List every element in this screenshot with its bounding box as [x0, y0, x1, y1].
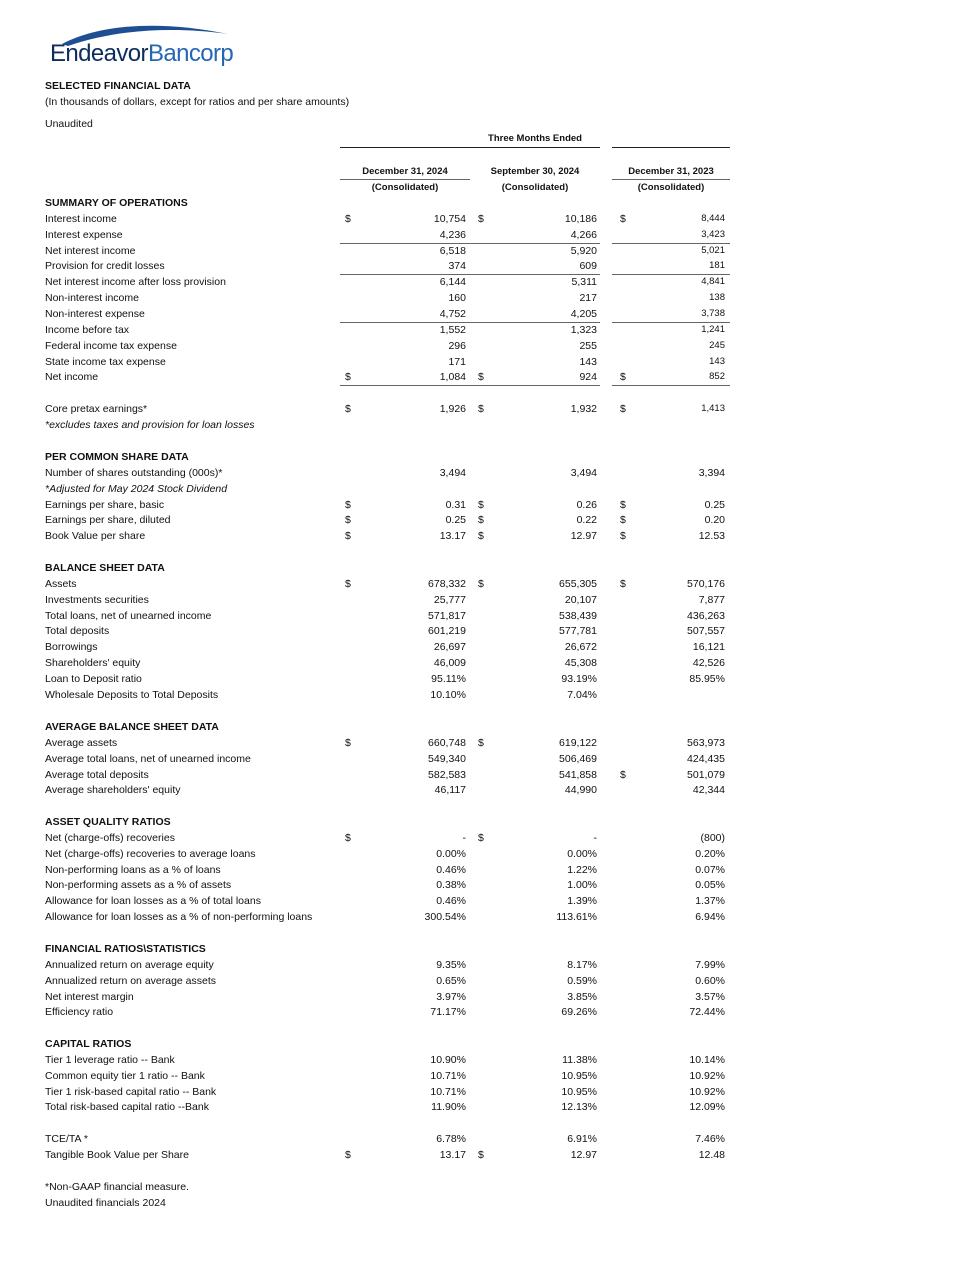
row-label: Total risk-based capital ratio --Bank: [45, 1101, 209, 1114]
cell-value: 143: [579, 355, 597, 368]
total-rule: [340, 274, 470, 275]
cell-value: 0.07%: [695, 863, 725, 876]
row-label: Net interest income after loss provision: [45, 276, 226, 289]
cell-value: 3,494: [439, 466, 466, 479]
row-label: Shareholders' equity: [45, 657, 141, 670]
section-title: PER COMMON SHARE DATA: [45, 451, 189, 463]
row-label: Income before tax: [45, 323, 130, 336]
dollar-sign: $: [345, 736, 351, 749]
row-label: Non-interest income: [45, 292, 139, 305]
cell-value: 501,079: [687, 768, 725, 781]
cell-value: 11.90%: [431, 1101, 466, 1114]
cell-value: 4,752: [439, 307, 466, 320]
cell-value: 10.10%: [430, 688, 466, 701]
row-label: Annualized return on average equity: [45, 958, 214, 971]
row-label: Federal income tax expense: [45, 339, 177, 352]
row-label: Interest expense: [45, 228, 123, 241]
cell-value: 93.19%: [561, 672, 597, 685]
total-rule: [612, 385, 730, 386]
col-3-hdr-rule: [612, 179, 730, 180]
dollar-sign: $: [345, 498, 351, 511]
cell-value: 655,305: [559, 577, 597, 590]
dollar-sign: $: [345, 371, 351, 384]
row-label: Loan to Deposit ratio: [45, 672, 142, 685]
brand-name-first: Endeavor: [50, 40, 148, 67]
col-1-date: December 31, 2024: [362, 166, 448, 177]
footnote-text: *excludes taxes and provision for loan losses: [45, 418, 255, 431]
total-rule: [470, 322, 600, 323]
cell-value: 1.39%: [567, 895, 597, 908]
cell-value: 6.91%: [567, 1133, 597, 1145]
cell-value: 660,748: [428, 736, 466, 749]
row-label: Efficiency ratio: [45, 1006, 114, 1019]
dollar-sign: $: [620, 371, 626, 384]
row-label: Net (charge-offs) recoveries to average loans: [45, 847, 256, 860]
cell-value: 8,444: [701, 212, 725, 224]
cell-value: 601,219: [428, 625, 466, 638]
dollar-sign: $: [478, 212, 484, 225]
cell-value: 11.38%: [562, 1053, 597, 1066]
dollar-sign: $: [345, 403, 351, 416]
cell-value: 0.46%: [436, 895, 466, 908]
dollar-sign: $: [345, 212, 351, 225]
cell-value: 26,672: [564, 641, 597, 654]
dollar-sign: $: [620, 498, 626, 511]
cell-value: 1,552: [439, 323, 466, 336]
footnote-non-gaap: *Non-GAAP financial measure.: [45, 1181, 189, 1193]
cell-value: 4,841: [701, 276, 725, 288]
cell-value: 217: [579, 292, 597, 305]
row-label: Wholesale Deposits to Total Deposits: [45, 688, 219, 701]
section-title: AVERAGE BALANCE SHEET DATA: [45, 721, 219, 733]
brand-logo: [50, 40, 233, 68]
dollar-sign: $: [478, 1148, 484, 1161]
cell-value: 507,557: [687, 625, 725, 638]
cell-value: 10.92%: [689, 1069, 725, 1082]
dollar-sign: $: [478, 514, 484, 527]
cell-value: 6.94%: [695, 911, 725, 924]
cell-value: 619,122: [559, 736, 597, 749]
dollar-sign: $: [345, 530, 351, 543]
footnote-text: *Adjusted for May 2024 Stock Dividend: [45, 482, 228, 495]
row-label: Tangible Book Value per Share: [45, 1148, 189, 1161]
row-label: Net income: [45, 371, 99, 384]
cell-value: 45,308: [564, 657, 597, 670]
total-rule: [340, 385, 470, 386]
cell-value: 7.46%: [695, 1133, 725, 1145]
cell-value: 72.44%: [689, 1006, 725, 1019]
cell-value: 20,107: [564, 593, 597, 606]
row-label: Average total deposits: [45, 768, 149, 781]
cell-value: 42,344: [692, 784, 725, 797]
cell-value: 4,266: [570, 228, 597, 241]
section-title: FINANCIAL RATIOS\STATISTICS: [45, 943, 206, 955]
total-rule: [612, 274, 730, 275]
cell-value: 0.65%: [436, 974, 466, 987]
row-label: Average assets: [45, 736, 118, 749]
col-2-basis: (Consolidated): [501, 182, 569, 193]
row-label: Assets: [45, 577, 77, 590]
cell-value: 300.54%: [424, 911, 466, 924]
cell-value: 160: [448, 292, 466, 305]
row-label: Tier 1 risk-based capital ratio -- Bank: [45, 1085, 217, 1098]
dollar-sign: $: [620, 212, 626, 225]
cell-value: 0.20%: [695, 847, 725, 860]
dollar-sign: $: [345, 577, 351, 590]
total-rule: [470, 274, 600, 275]
cell-value: 5,920: [570, 244, 597, 257]
cell-value: 13.17: [439, 1148, 466, 1161]
report-subtitle: (In thousands of dollars, except for ratios and per share amounts): [45, 96, 350, 108]
cell-value: 0.22: [576, 514, 597, 527]
cell-value: 506,469: [559, 752, 597, 765]
cell-value: 563,973: [687, 736, 725, 749]
section-title: ASSET QUALITY RATIOS: [45, 816, 171, 828]
cell-value: 5,311: [571, 276, 597, 289]
cell-value: 1.00%: [567, 879, 597, 892]
dollar-sign: $: [478, 831, 484, 844]
cell-value: 0.60%: [695, 974, 725, 987]
col-1-hdr-rule: [340, 179, 470, 180]
cell-value: 10,754: [433, 212, 466, 225]
col-1-basis: (Consolidated): [371, 182, 439, 193]
row-label: Net interest income: [45, 244, 136, 257]
section-title: BALANCE SHEET DATA: [45, 562, 165, 574]
cell-value: 0.59%: [567, 974, 597, 987]
row-label: Earnings per share, diluted: [45, 514, 171, 527]
cell-value: 171: [448, 355, 466, 368]
row-label: Total loans, net of unearned income: [45, 609, 212, 622]
cell-value: 582,583: [428, 768, 466, 781]
cell-value: 678,332: [428, 577, 466, 590]
cell-value: 538,439: [559, 609, 597, 622]
cell-value: 69.26%: [561, 1006, 597, 1019]
cell-value: 571,817: [428, 609, 466, 622]
total-rule: [612, 322, 730, 323]
cell-value: 71.17%: [430, 1006, 466, 1019]
cell-value: 549,340: [428, 752, 466, 765]
group-underline: [340, 147, 600, 148]
row-label: Net interest margin: [45, 990, 134, 1003]
cell-value: 12.09%: [689, 1101, 725, 1114]
cell-value: 12.48: [698, 1148, 725, 1161]
cell-value: 3.85%: [567, 990, 597, 1003]
section-title: SUMMARY OF OPERATIONS: [45, 197, 188, 209]
row-label: Average shareholders' equity: [45, 784, 181, 797]
row-label: Book Value per share: [45, 530, 146, 543]
cell-value: 44,990: [564, 784, 597, 797]
row-label: TCE/TA *: [45, 1133, 88, 1145]
cell-value: 0.26: [576, 498, 597, 511]
cell-value: 1,932: [570, 403, 597, 416]
cell-value: 6,518: [439, 244, 466, 257]
cell-value: 12.97: [570, 530, 597, 543]
cell-value: 4,205: [570, 307, 597, 320]
dollar-sign: $: [620, 530, 626, 543]
unaudited-label: Unaudited: [45, 118, 93, 130]
report-title: SELECTED FINANCIAL DATA: [45, 80, 191, 92]
cell-value: 1,241: [701, 323, 725, 335]
cell-value: 10.14%: [689, 1053, 725, 1066]
cell-value: 0.20: [704, 514, 725, 527]
cell-value: 424,435: [687, 752, 725, 765]
cell-value: 10.90%: [430, 1053, 466, 1066]
cell-value: 138: [709, 292, 725, 304]
row-label: State income tax expense: [45, 355, 166, 368]
cell-value: -: [462, 831, 466, 844]
dollar-sign: $: [478, 371, 484, 384]
total-rule: [470, 385, 600, 386]
cell-value: 0.00%: [567, 847, 597, 860]
total-rule: [340, 322, 470, 323]
cell-value: 3.97%: [436, 990, 466, 1003]
cell-value: 12.97: [570, 1148, 597, 1161]
row-label: Interest income: [45, 212, 117, 225]
row-label: Allowance for loan losses as a % of total loans: [45, 895, 261, 908]
cell-value: 85.95%: [689, 672, 725, 685]
dollar-sign: $: [478, 403, 484, 416]
cell-value: 25,777: [433, 593, 466, 606]
dollar-sign: $: [620, 577, 626, 590]
row-label: Allowance for loan losses as a % of non-performing loans: [45, 911, 313, 924]
cell-value: (800): [700, 831, 725, 844]
row-label: Borrowings: [45, 641, 98, 654]
cell-value: 0.46%: [436, 863, 466, 876]
cell-value: 852: [709, 371, 725, 383]
cell-value: 10.71%: [430, 1085, 466, 1098]
col-3-date: December 31, 2023: [628, 166, 714, 177]
dollar-sign: $: [620, 403, 626, 416]
dollar-sign: $: [345, 514, 351, 527]
cell-value: 1.37%: [695, 895, 725, 908]
row-label: Average total loans, net of unearned income: [45, 752, 251, 765]
cell-value: 46,009: [433, 657, 466, 670]
row-label: Number of shares outstanding (000s)*: [45, 466, 223, 479]
footnote-unaudited: Unaudited financials 2024: [45, 1197, 166, 1209]
cell-value: 1.22%: [567, 863, 597, 876]
dollar-sign: $: [478, 498, 484, 511]
cell-value: 0.38%: [436, 879, 466, 892]
cell-value: 5,021: [701, 244, 725, 256]
cell-value: 10.95%: [561, 1069, 597, 1082]
cell-value: 13.17: [439, 530, 466, 543]
col-3-basis: (Consolidated): [637, 182, 705, 193]
cell-value: 609: [579, 260, 597, 273]
cell-value: 1,926: [439, 403, 466, 416]
cell-value: 1,084: [439, 371, 466, 384]
row-label: Annualized return on average assets: [45, 974, 217, 987]
row-label: Total deposits: [45, 625, 110, 638]
total-rule: [612, 243, 730, 244]
cell-value: 0.31: [445, 498, 466, 511]
col-2-date: September 30, 2024: [490, 166, 580, 177]
cell-value: 374: [448, 260, 466, 273]
dollar-sign: $: [345, 831, 351, 844]
brand-name-second: Bancorp: [147, 40, 234, 67]
cell-value: 143: [709, 355, 725, 367]
cell-value: 42,526: [692, 657, 725, 670]
cell-value: 7.99%: [695, 958, 725, 971]
cell-value: 113.61%: [556, 911, 597, 924]
row-label: Non-performing assets as a % of assets: [45, 879, 232, 892]
cell-value: 46,117: [434, 784, 466, 797]
dollar-sign: $: [620, 768, 626, 781]
dollar-sign: $: [478, 577, 484, 590]
cell-value: 26,697: [433, 641, 466, 654]
cell-value: 9.35%: [436, 958, 466, 971]
cell-value: 924: [579, 371, 597, 384]
section-title: CAPITAL RATIOS: [45, 1038, 132, 1050]
row-label: Tier 1 leverage ratio -- Bank: [45, 1053, 175, 1066]
cell-value: 541,858: [559, 768, 597, 781]
cell-value: 245: [709, 339, 725, 351]
cell-value: 3,494: [570, 466, 597, 479]
dollar-sign: $: [478, 530, 484, 543]
cell-value: 577,781: [559, 625, 597, 638]
cell-value: 7.04%: [567, 688, 597, 701]
cell-value: 181: [709, 260, 725, 272]
cell-value: 0.05%: [695, 879, 725, 892]
cell-value: 12.53: [698, 530, 725, 543]
cell-value: 6.78%: [436, 1133, 466, 1145]
cell-value: 6,144: [439, 276, 466, 289]
cell-value: 570,176: [687, 577, 725, 590]
row-label: Provision for credit losses: [45, 260, 165, 273]
row-label: Common equity tier 1 ratio -- Bank: [45, 1069, 205, 1082]
cell-value: 436,263: [687, 609, 725, 622]
cell-value: 3,738: [701, 307, 725, 319]
row-label: Non-interest expense: [45, 307, 145, 320]
cell-value: 3.57%: [695, 990, 725, 1003]
cell-value: 10.71%: [430, 1069, 466, 1082]
group-underline-2: [612, 147, 730, 148]
cell-value: 10.95%: [561, 1085, 597, 1098]
cell-value: 3,423: [701, 228, 725, 240]
row-label: Net (charge-offs) recoveries: [45, 831, 175, 844]
cell-value: 296: [448, 339, 466, 352]
cell-value: -: [593, 831, 597, 844]
cell-value: 1,413: [701, 403, 725, 415]
row-label: Non-performing loans as a % of loans: [45, 863, 221, 876]
period-group-header: Three Months Ended: [488, 133, 582, 144]
row-label: Earnings per share, basic: [45, 498, 165, 511]
cell-value: 12.13%: [561, 1101, 597, 1114]
cell-value: 0.25: [704, 498, 725, 511]
dollar-sign: $: [345, 1148, 351, 1161]
total-rule: [340, 243, 470, 244]
cell-value: 95.11%: [431, 672, 466, 685]
cell-value: 10.92%: [689, 1085, 725, 1098]
cell-value: 8.17%: [567, 958, 597, 971]
cell-value: 4,236: [439, 228, 466, 241]
cell-value: 3,394: [698, 466, 725, 479]
cell-value: 1,323: [570, 323, 597, 336]
cell-value: 0.00%: [436, 847, 466, 860]
dollar-sign: $: [620, 514, 626, 527]
cell-value: 255: [579, 339, 597, 352]
cell-value: 0.25: [445, 514, 466, 527]
total-rule: [470, 243, 600, 244]
dollar-sign: $: [478, 736, 484, 749]
row-label: Investments securities: [45, 593, 149, 606]
cell-value: 7,877: [698, 593, 725, 606]
cell-value: 10,186: [564, 212, 597, 225]
row-label: Core pretax earnings*: [45, 403, 148, 416]
cell-value: 16,121: [692, 641, 725, 654]
